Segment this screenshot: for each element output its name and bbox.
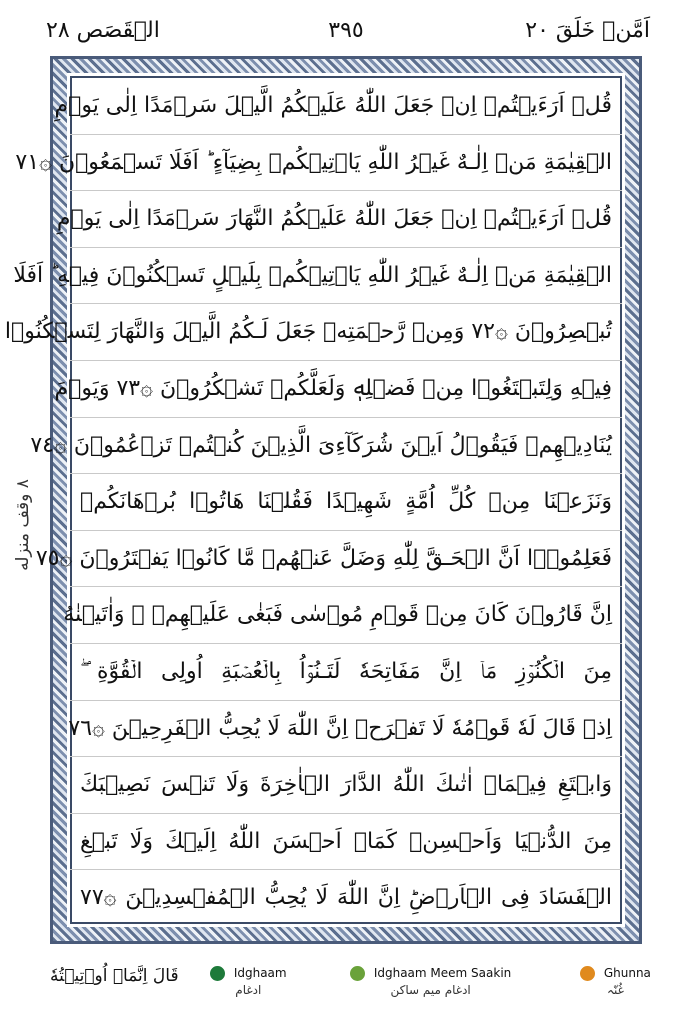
ghunna-color-dot [580, 966, 595, 981]
text-line-13: وَابۡتَغِ فِيۡمَاۤ اٰتٰٮكَ اللّٰهُ الدَّارَ الۡاٰخِرَةَ‌ وَلَا تَنۡسَ نَصِيۡبَكَ [70, 757, 622, 814]
catchword: قَالَ اِنَّمَاۤ اُوۡتِيۡتُهٗ [50, 966, 179, 986]
text-line-6: فِيۡهِ وَلِتَبۡتَغُوۡا مِنۡ فَضۡلِهٖ وَلَعَلَّكُمۡ تَشۡكُرُوۡنَ ۞٧٣ وَيَوۡمَ [70, 361, 622, 418]
juz-title: اَمَّنۡ خَلَقَ ٢٠ [525, 18, 650, 43]
surah-title: الۡقَصَص ٢٨ [46, 18, 160, 43]
side-margin-note [8, 470, 38, 590]
idghaam-meem-saakin-color-dot [350, 966, 365, 981]
idghaam-color-dot [210, 966, 225, 981]
text-line-15: الۡفَسَادَ فِى الۡاَرۡضِ‌ؕ اِنَّ اللّٰهَ لَا يُحِبُّ الۡمُفۡسِدِيۡنَ ۞٧٧ [80, 885, 612, 911]
legend-ghunna [580, 966, 651, 997]
manzil-marker: ٨ وقف منزله [13, 479, 33, 571]
text-line-7: يُنَادِيۡهِمۡ فَيَقُوۡلُ اَيۡنَ شُرَكَآءِىَ الَّذِيۡنَ كُنۡتُمۡ تَزۡعُمُوۡنَ ۞٧٤ [70, 418, 622, 475]
text-line-11: مِنَ الۡكُنُوۡزِ مَاۤ اِنَّ مَفَاتِحَهٗ لَتَـنُوۡٓاُ بِالۡعُصۡبَةِ اُولِى الۡقُوَّةِ‌ ۖ [70, 644, 622, 701]
legend-label: Idghaam [233, 966, 287, 980]
page-number: ٣٩٥ [328, 18, 364, 43]
text-line-3: قُلۡ اَرَءَيۡتُمۡ اِنۡ جَعَلَ اللّٰهُ عَلَيۡكُمُ النَّهَارَ سَرۡمَدًا اِلٰى يَوۡمِ [70, 191, 622, 248]
page-footer [40, 960, 652, 1020]
text-line-5: تُبۡصِرُوۡنَ ۞٧٢ وَمِنۡ رَّحۡمَتِهٖ جَعَلَ لَـكُمُ الَّيۡلَ وَالنَّهَارَ لِتَسۡكُنُوۡا [70, 304, 622, 361]
text-line-8: وَنَزَعۡنَا مِنۡ كُلِّ اُمَّةٍ شَهِيۡدًا فَقُلۡنَا هَاتُوۡا بُرۡهَانَكُمۡ [70, 474, 622, 531]
text-line-2: الۡقِيٰمَةِ مَنۡ اِلٰـهٌ غَيۡرُ اللّٰهِ يَاۡتِيۡكُمۡ بِضِيَآءٍ‌ ؕ اَفَلَا تَسۡمَعُوۡنَ ۞٧١ [70, 135, 622, 192]
legend-idghaam-meem-saakin [350, 966, 511, 997]
text-line-12: اِذۡ قَالَ لَهٗ قَوۡمُهٗ لَا تَفۡرَحۡ‌ اِنَّ اللّٰهَ لَا يُحِبُّ الۡفَرِحِيۡنَ ۞٧٦ [70, 701, 622, 758]
page-header [40, 18, 652, 58]
text-line-10: اِنَّ قَارُوۡنَ كَانَ مِنۡ قَوۡمِ مُوۡسٰى فَبَغٰى عَلَيۡهِمۡ‌ ۖ وَاٰتَيۡنٰهُ [70, 587, 622, 644]
legend-urdu: ادغام میم ساکن [390, 983, 471, 997]
text-line-14: مِنَ الدُّنۡيَا‌ وَاَحۡسِنۡ كَمَاۤ اَحۡسَنَ اللّٰهُ اِلَيۡكَ‌ وَلَا تَبۡغِ [70, 814, 622, 871]
legend-label: Idghaam Meem Saakin [373, 966, 512, 980]
legend-idghaam [210, 966, 287, 997]
text-line-1: قُلۡ اَرَءَيۡتُمۡ اِنۡ جَعَلَ اللّٰهُ عَلَيۡكُمُ الَّيۡلَ سَرۡمَدًا اِلٰى يَوۡمِ [70, 78, 622, 135]
text-line-4: الۡقِيٰمَةِ مَنۡ اِلٰـهٌ غَيۡرُ اللّٰهِ يَاۡتِيۡكُمۡ بِلَيۡلٍ تَسۡكُنُوۡنَ فِيۡهِ‌ ؕ اَفَلَا [70, 248, 622, 305]
legend-urdu: غُنّہ [606, 983, 624, 997]
text-line-9: فَعَلِمُوۡۤا اَنَّ الۡحَـقَّ لِلّٰهِ وَضَلَّ عَنۡهُمۡ مَّا كَانُوۡا يَفۡتَرُوۡنَ ۞٧٥ [70, 531, 622, 588]
legend-urdu: ادغام [235, 983, 262, 997]
legend-label: Ghunna [603, 966, 651, 980]
